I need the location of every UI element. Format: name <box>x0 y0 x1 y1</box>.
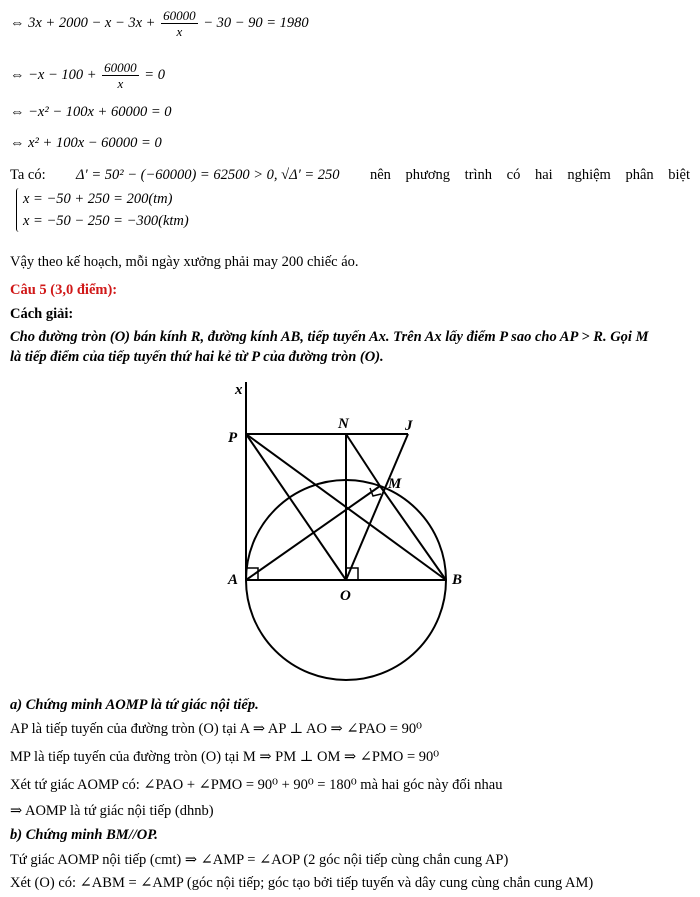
label-m: M <box>388 476 402 492</box>
label-j: J <box>405 418 413 434</box>
part-b-step-1: Tứ giác AOMP nội tiếp (cmt) ⇒ ∠AMP = ∠AOP (2 góc nội tiếp cùng chắn cung AP) <box>10 852 509 868</box>
fraction-numerator: 60000 <box>163 8 196 23</box>
segment-nm <box>346 434 380 486</box>
label-n: N <box>338 416 349 432</box>
part-a-step-4: ⇒ AOMP là tứ giác nội tiếp (dhnb) <box>10 803 214 819</box>
label-x: x <box>235 382 243 398</box>
part-a-title: a) Chứng minh AOMP là tứ giác nội tiếp. <box>10 697 259 713</box>
fraction <box>102 60 139 91</box>
part-a-step-3: Xét tứ giác AOMP có: ∠PAO + ∠PMO = 90⁰ + 90⁰ = 180⁰ mà hai góc này đối nhau <box>10 777 503 793</box>
problem-line-2: là tiếp điểm của tiếp tuyến thứ hai kẻ từ P của đường tròn (O). <box>10 349 384 365</box>
fraction-denominator: x <box>176 24 183 39</box>
segment-am <box>246 486 380 580</box>
equation-line-2 <box>10 60 165 91</box>
part-a-step-1: AP là tiếp tuyến của đường tròn (O) tại A ⇒ AP ⊥ AO ⇒ ∠PAO = 90⁰ <box>10 721 422 737</box>
part-a-step-2: MP là tiếp tuyến của đường tròn (O) tại M ⇒ PM ⊥ OM ⇒ ∠PMO = 90⁰ <box>10 749 440 765</box>
equation-line-1 <box>10 8 309 39</box>
discriminant-expression: Δ′ = 50² − (−60000) = 62500 > 0, √Δ′ = 250 <box>76 167 340 183</box>
segment-mb <box>380 486 446 580</box>
question-5-heading: Câu 5 (3,0 điểm): <box>10 282 118 298</box>
fraction-denominator: x <box>117 76 124 91</box>
fraction <box>161 8 198 39</box>
discriminant-text: nên phương trình có hai nghiệm phân biệt <box>369 167 690 183</box>
segment-jo <box>346 434 408 580</box>
eq-part: ⇔ −x − 100 + <box>10 66 97 83</box>
root-1: x = −50 + 250 = 200(tm) <box>23 191 173 207</box>
method-heading: Cách giải: <box>10 306 74 322</box>
label-a: A <box>228 572 239 588</box>
part-b-title: b) Chứng minh BM//OP. <box>10 827 158 843</box>
ta-co-label: Ta có: <box>10 167 46 183</box>
equation-line-3: ⇔ −x² − 100x + 60000 = 0 <box>10 104 172 120</box>
fraction-numerator: 60000 <box>104 60 137 75</box>
segment-po <box>246 434 346 580</box>
label-o: O <box>340 588 351 604</box>
problem-line-1: Cho đường tròn (O) bán kính R, đường kính AB, tiếp tuyến Ax. Trên Ax lấy điểm P sao cho AP > R. Gọi M <box>10 329 649 345</box>
discriminant-line <box>10 166 690 184</box>
root-2: x = −50 − 250 = −300(ktm) <box>23 213 189 229</box>
roots-system <box>16 188 189 232</box>
conclusion: Vậy theo kế hoạch, mỗi ngày xưởng phải may 200 chiếc áo. <box>10 254 359 270</box>
label-b: B <box>452 572 463 588</box>
part-b-step-2: Xét (O) có: ∠ABM = ∠AMP (góc nội tiếp; góc tạo bởi tiếp tuyến và dây cung cùng chắn cung AM) <box>10 875 594 891</box>
geometry-figure <box>0 370 700 690</box>
eq-part: ⇔ 3x + 2000 − x − 3x + <box>10 14 156 31</box>
eq-part: = 0 <box>144 66 165 83</box>
equation-line-4: ⇔ x² + 100x − 60000 = 0 <box>10 135 162 151</box>
eq-part: − 30 − 90 = 1980 <box>203 14 309 31</box>
label-p: P <box>228 430 238 446</box>
